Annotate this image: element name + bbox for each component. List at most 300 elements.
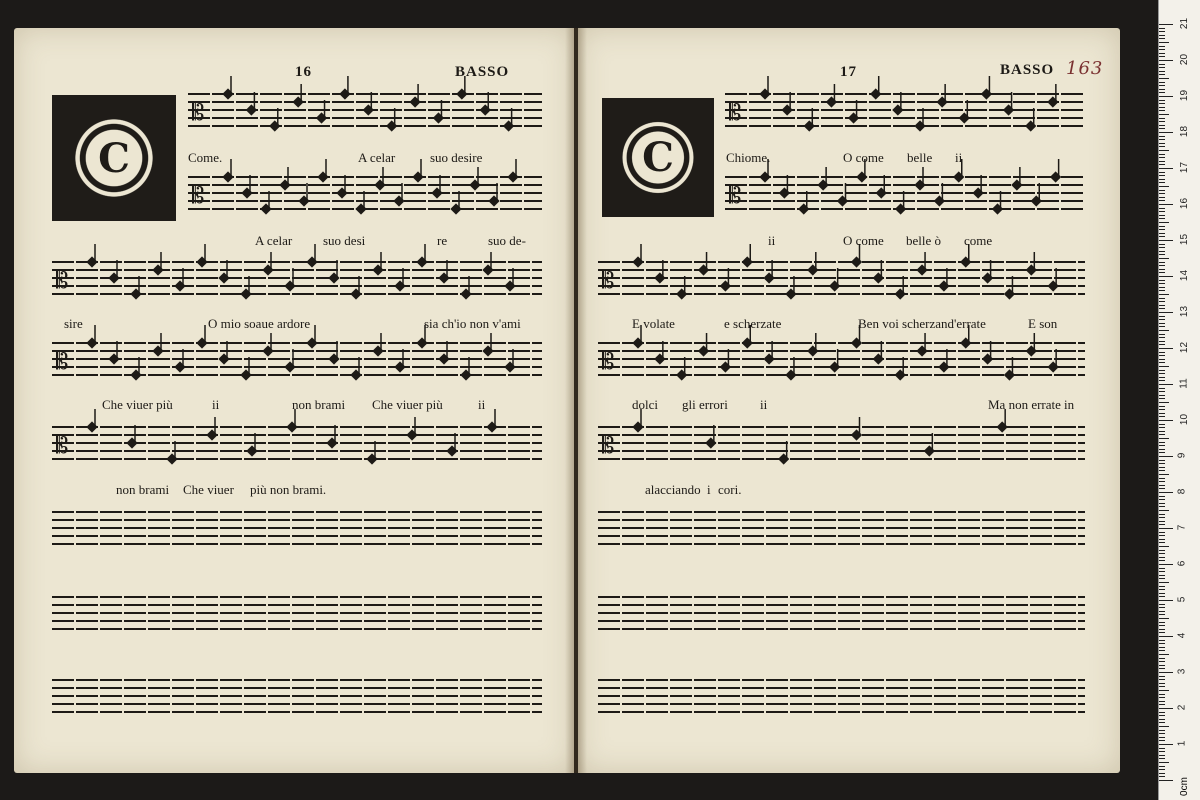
left-staff-4-note	[174, 361, 185, 372]
ruler-tick	[1159, 586, 1165, 587]
right-lyric-line-3: E son	[1028, 316, 1058, 331]
ruler-tick	[1159, 226, 1165, 227]
ruler-tick	[1159, 607, 1165, 608]
right-lyric-line-3: E volate	[632, 316, 675, 331]
ruler-tick	[1159, 157, 1165, 158]
ruler-tick	[1159, 388, 1165, 389]
ruler-tick	[1159, 510, 1169, 511]
left-lyric-line-4: non brami	[292, 397, 346, 412]
ruler-tick	[1159, 312, 1173, 313]
right-staff-4-note	[916, 345, 927, 356]
left-staff-3-note	[372, 264, 383, 275]
right-staff-1-note	[848, 112, 859, 123]
ruler-tick	[1159, 161, 1165, 162]
ruler-label: 4	[1176, 632, 1188, 639]
ruler-tick	[1159, 308, 1165, 309]
ruler-tick	[1159, 575, 1165, 576]
ruler-tick	[1159, 334, 1165, 335]
ruler-tick	[1159, 535, 1165, 536]
left-staff-2-note	[317, 171, 328, 182]
left-lyric-line-1: suo desire	[430, 150, 483, 165]
left-staff-2-note	[412, 171, 423, 182]
measurement-ruler	[1158, 0, 1200, 800]
ruler-tick	[1159, 589, 1165, 590]
right-lyric-line-1: O come	[843, 150, 884, 165]
left-staff-4-note	[218, 353, 229, 364]
ruler-tick	[1159, 391, 1165, 392]
left-staff-4-note	[504, 361, 515, 372]
ruler-tick	[1159, 154, 1165, 155]
right-staff-2-note	[876, 187, 887, 198]
ruler-tick	[1159, 78, 1169, 79]
ruler-tick	[1159, 247, 1165, 248]
ruler-label: 15	[1179, 233, 1191, 246]
left-staff-2-note	[450, 203, 461, 214]
ruler-tick	[1159, 737, 1165, 738]
ruler-tick	[1159, 24, 1173, 25]
ruler-tick	[1159, 420, 1173, 421]
left-staff-5-note	[86, 421, 97, 432]
left-voice-label: BASSO	[455, 64, 510, 80]
ruler-label: 2	[1176, 704, 1188, 711]
ruler-tick	[1159, 496, 1165, 497]
ruler-label: 3	[1176, 668, 1188, 675]
left-staff-3-note	[438, 272, 449, 283]
right-staff-1-clef: 𝄡	[729, 101, 742, 126]
ruler-tick	[1159, 204, 1173, 205]
left-lyric-line-4: Che viuer più	[102, 397, 173, 412]
ruler-tick	[1159, 316, 1165, 317]
ruler-tick	[1159, 658, 1165, 659]
ruler-tick	[1159, 229, 1165, 230]
ruler-tick	[1159, 186, 1169, 187]
left-lyric-line-5: non brami	[116, 482, 170, 497]
ruler-tick	[1159, 758, 1165, 759]
ruler-tick	[1159, 46, 1165, 47]
ruler-tick	[1159, 744, 1173, 745]
ruler-tick	[1159, 463, 1165, 464]
left-staff-2-note	[393, 195, 404, 206]
right-staff-4-note	[1004, 369, 1015, 380]
left-staff-3-note	[240, 288, 251, 299]
folio-mark: 163	[1066, 58, 1104, 79]
left-staff-2-note	[279, 179, 290, 190]
left-staff-5-note	[206, 429, 217, 440]
left-staff-4-note	[306, 337, 317, 348]
left-staff-3-note	[108, 272, 119, 283]
ruler-tick	[1159, 290, 1165, 291]
right-staff-2-note	[895, 203, 906, 214]
ruler-label: 6	[1176, 560, 1188, 567]
ruler-tick	[1159, 560, 1165, 561]
right-staff-4-note	[720, 361, 731, 372]
left-lyric-line-3: sia ch'io non v'ami	[424, 316, 521, 331]
ruler-tick	[1159, 524, 1165, 525]
right-staff-3-note	[1004, 288, 1015, 299]
right-staff-5-note	[851, 429, 862, 440]
ruler-tick	[1159, 395, 1165, 396]
right-staff-1-note	[826, 96, 837, 107]
right-staff-3-note	[654, 272, 665, 283]
ruler-tick	[1159, 362, 1165, 363]
ruler-tick	[1159, 240, 1173, 241]
ruler-tick	[1159, 640, 1165, 641]
ruler-tick	[1159, 413, 1165, 414]
right-lyric-line-4: gli errori	[682, 397, 728, 412]
left-staff-2-note	[469, 179, 480, 190]
ruler-label: 17	[1179, 161, 1191, 174]
ruler-tick	[1159, 337, 1165, 338]
ruler-tick	[1159, 258, 1169, 259]
right-lyric-line-1: ii	[955, 150, 963, 165]
right-staff-2-note	[856, 171, 867, 182]
right-staff-3-note	[982, 272, 993, 283]
left-staff-3-note	[416, 256, 427, 267]
ruler-unit: 0cm	[1178, 777, 1190, 796]
right-staff-3-note	[895, 288, 906, 299]
left-lyric-line-3: sire	[64, 316, 83, 331]
ruler-tick	[1159, 578, 1165, 579]
ruler-tick	[1159, 262, 1165, 263]
ruler-tick	[1159, 164, 1165, 165]
ruler-label: 20	[1179, 53, 1191, 66]
ruler-tick	[1159, 582, 1169, 583]
ruler-tick	[1159, 42, 1169, 43]
ruler-tick	[1159, 172, 1165, 173]
left-staff-3-note	[460, 288, 471, 299]
ruler-tick	[1159, 488, 1165, 489]
ruler-tick	[1159, 553, 1165, 554]
left-staff-2-note	[336, 187, 347, 198]
right-lyric-line-2: O come	[843, 233, 884, 248]
right-initial-letter: C	[612, 108, 705, 207]
ruler-tick	[1159, 330, 1169, 331]
ruler-label: 19	[1179, 89, 1191, 102]
left-staff-2-note	[260, 203, 271, 214]
ruler-tick	[1159, 352, 1165, 353]
left-staff-5-note	[446, 445, 457, 456]
right-staff-4-note	[982, 353, 993, 364]
ruler-tick	[1159, 254, 1165, 255]
ruler-tick	[1159, 28, 1165, 29]
right-lyric-line-4: in	[1064, 397, 1075, 412]
ruler-label: 10	[1179, 413, 1191, 426]
left-lyric-line-4: ii	[212, 397, 220, 412]
right-staff-1-note	[804, 120, 815, 131]
left-lyric-line-2: A celar	[255, 233, 293, 248]
ruler-tick	[1159, 370, 1165, 371]
ruler-tick	[1159, 233, 1165, 234]
left-staff-3-note	[86, 256, 97, 267]
ruler-tick	[1159, 539, 1165, 540]
ruler-tick	[1159, 269, 1165, 270]
ruler-tick	[1159, 215, 1165, 216]
ruler-tick	[1159, 377, 1165, 378]
ruler-tick	[1159, 460, 1165, 461]
right-staff-3-note	[807, 264, 818, 275]
right-staff-1-note	[1047, 96, 1058, 107]
left-staff-1-note	[409, 96, 420, 107]
right-staff-1-note	[981, 88, 992, 99]
right-staff-4-note	[742, 337, 753, 348]
ruler-tick	[1159, 492, 1173, 493]
ruler-tick	[1159, 661, 1165, 662]
right-staff-5-note	[778, 453, 789, 464]
ruler-tick	[1159, 503, 1165, 504]
left-staff-3-clef: 𝄡	[56, 269, 69, 294]
right-staff-1-note	[759, 88, 770, 99]
ruler-tick	[1159, 751, 1165, 752]
ruler-tick	[1159, 265, 1165, 266]
left-staff-3-note	[328, 272, 339, 283]
ruler-tick	[1159, 704, 1165, 705]
ruler-label: 9	[1176, 452, 1188, 459]
left-staff-2-note	[431, 187, 442, 198]
ruler-tick	[1159, 107, 1165, 108]
left-page-number: 16	[295, 64, 312, 80]
ruler-tick	[1159, 431, 1165, 432]
right-page-number: 17	[840, 64, 857, 80]
ruler-tick	[1159, 305, 1165, 306]
right-lyric-line-5: i	[707, 482, 711, 497]
ruler-tick	[1159, 726, 1169, 727]
ruler-label: 12	[1179, 341, 1191, 354]
ruler-tick	[1159, 470, 1165, 471]
right-staff-3-note	[873, 272, 884, 283]
ruler-tick	[1159, 218, 1165, 219]
ruler-label: 5	[1176, 596, 1188, 603]
left-staff-3-note	[130, 288, 141, 299]
ruler-tick	[1159, 780, 1173, 781]
right-staff-5-clef: 𝄡	[602, 434, 615, 459]
ruler-tick	[1159, 272, 1165, 273]
ruler-label: 8	[1176, 488, 1188, 495]
ruler-tick	[1159, 474, 1169, 475]
left-staff-1-note	[386, 120, 397, 131]
ruler-tick	[1159, 611, 1165, 612]
right-staff-2-note	[914, 179, 925, 190]
right-staff-3-note	[676, 288, 687, 299]
ruler-tick	[1159, 708, 1173, 709]
left-staff-3-note	[504, 280, 515, 291]
ruler-tick	[1159, 125, 1165, 126]
ruler-label: 7	[1176, 524, 1188, 531]
ruler-tick	[1159, 301, 1165, 302]
ruler-label: 13	[1179, 305, 1191, 318]
left-staff-1-note	[292, 96, 303, 107]
ruler-tick	[1159, 398, 1165, 399]
left-staff-1-note	[456, 88, 467, 99]
right-staff-4-note	[851, 337, 862, 348]
ruler-tick	[1159, 694, 1165, 695]
ruler-tick	[1159, 31, 1165, 32]
ruler-tick	[1159, 438, 1169, 439]
ruler-tick	[1159, 618, 1169, 619]
right-staff-1-note	[936, 96, 947, 107]
left-staff-1-note	[433, 112, 444, 123]
left-staff-3-note	[284, 280, 295, 291]
ruler-tick	[1159, 244, 1165, 245]
left-staff-2-note	[374, 179, 385, 190]
left-staff-4-note	[130, 369, 141, 380]
right-staff-3-note	[916, 264, 927, 275]
left-staff-2-note	[488, 195, 499, 206]
left-staff-1-note	[363, 104, 374, 115]
right-staff-2-note	[1031, 195, 1042, 206]
ruler-tick	[1159, 200, 1165, 201]
ruler-tick	[1159, 287, 1165, 288]
right-lyric-line-5: alacciando	[645, 482, 701, 497]
right-staff-1-note	[892, 104, 903, 115]
right-staff-2-note	[1050, 171, 1061, 182]
left-staff-1-note	[222, 88, 233, 99]
right-staff-3-note	[742, 256, 753, 267]
ruler-tick	[1159, 82, 1165, 83]
left-staff-2-note	[222, 171, 233, 182]
ruler-tick	[1159, 521, 1165, 522]
left-staff-5-note	[326, 437, 337, 448]
right-staff-3-note	[960, 256, 971, 267]
ruler-tick	[1159, 168, 1173, 169]
right-staff-1-note	[870, 88, 881, 99]
right-staff-4-note	[938, 361, 949, 372]
left-staff-4-clef: 𝄡	[56, 350, 69, 375]
left-staff-2-note	[241, 187, 252, 198]
left-staff-1-clef: 𝄡	[192, 101, 205, 126]
ruler-tick	[1159, 38, 1165, 39]
left-staff-5-note	[406, 429, 417, 440]
ruler-tick	[1159, 769, 1165, 770]
right-staff-3-note	[698, 264, 709, 275]
ruler-tick	[1159, 283, 1165, 284]
ruler-label: 14	[1179, 269, 1191, 282]
right-staff-5-note	[924, 445, 935, 456]
ruler-tick	[1159, 384, 1173, 385]
left-staff-1-note	[503, 120, 514, 131]
right-staff-3-note	[938, 280, 949, 291]
left-staff-3-note	[218, 272, 229, 283]
right-staff-2-note	[837, 195, 848, 206]
ruler-tick	[1159, 56, 1165, 57]
left-staff-4-note	[416, 337, 427, 348]
ruler-tick	[1159, 722, 1165, 723]
ruler-tick	[1159, 132, 1173, 133]
ruler-tick	[1159, 136, 1165, 137]
ruler-tick	[1159, 654, 1169, 655]
right-staff-4-note	[960, 337, 971, 348]
ruler-tick	[1159, 456, 1173, 457]
ruler-tick	[1159, 49, 1165, 50]
right-staff-1-note	[781, 104, 792, 115]
ruler-tick	[1159, 643, 1165, 644]
right-lyric-line-4: dolci	[632, 397, 658, 412]
ruler-tick	[1159, 427, 1165, 428]
ruler-tick	[1159, 193, 1165, 194]
left-staff-4-note	[438, 353, 449, 364]
right-staff-4-note	[1026, 345, 1037, 356]
ruler-tick	[1159, 600, 1173, 601]
ruler-tick	[1159, 557, 1165, 558]
ruler-tick	[1159, 740, 1165, 741]
ruler-tick	[1159, 452, 1165, 453]
ruler-tick	[1159, 276, 1173, 277]
ruler-tick	[1159, 528, 1173, 529]
ruler-tick	[1159, 668, 1165, 669]
ruler-tick	[1159, 182, 1165, 183]
ruler-tick	[1159, 697, 1165, 698]
ruler-tick	[1159, 348, 1173, 349]
right-staff-5-note	[997, 421, 1008, 432]
left-staff-5-note	[486, 421, 497, 432]
right-staff-4-note	[1047, 361, 1058, 372]
ruler-tick	[1159, 175, 1165, 176]
left-staff-4-note	[86, 337, 97, 348]
right-lyric-line-2: come	[964, 233, 993, 248]
ruler-tick	[1159, 434, 1165, 435]
left-lyric-line-2: re	[437, 233, 448, 248]
ruler-label: 1	[1176, 740, 1188, 747]
left-staff-4-note	[152, 345, 163, 356]
right-lyric-line-2: ii	[768, 233, 776, 248]
left-staff-3-note	[262, 264, 273, 275]
left-lyric-line-4: Che viuer più	[372, 397, 443, 412]
ruler-tick	[1159, 323, 1165, 324]
ruler-tick	[1159, 146, 1165, 147]
ruler-tick	[1159, 143, 1165, 144]
left-staff-5-note	[166, 453, 177, 464]
ruler-tick	[1159, 442, 1165, 443]
right-staff-3-note	[851, 256, 862, 267]
ruler-tick	[1159, 74, 1165, 75]
ruler-tick	[1159, 755, 1165, 756]
ruler-tick	[1159, 359, 1165, 360]
ruler-tick	[1159, 701, 1165, 702]
right-staff-4-note	[807, 345, 818, 356]
left-staff-4-note	[196, 337, 207, 348]
right-staff-2-note	[817, 179, 828, 190]
left-staff-5-note	[286, 421, 297, 432]
left-staff-1-note	[269, 120, 280, 131]
right-staff-2-clef: 𝄡	[729, 184, 742, 209]
ruler-tick	[1159, 542, 1165, 543]
right-staff-3-note	[829, 280, 840, 291]
left-staff-1-note	[339, 88, 350, 99]
right-staff-2-note	[779, 187, 790, 198]
left-staff-4-note	[460, 369, 471, 380]
left-staff-4-note	[372, 345, 383, 356]
ruler-tick	[1159, 773, 1165, 774]
ruler-tick	[1159, 211, 1165, 212]
ruler-tick	[1159, 60, 1173, 61]
left-staff-2-note	[355, 203, 366, 214]
left-staff-5-note	[366, 453, 377, 464]
ruler-tick	[1159, 546, 1169, 547]
ruler-tick	[1159, 625, 1165, 626]
ruler-tick	[1159, 776, 1165, 777]
left-staff-4-note	[482, 345, 493, 356]
right-staff-4-note	[698, 345, 709, 356]
ruler-tick	[1159, 424, 1165, 425]
left-staff-4-note	[328, 353, 339, 364]
right-staff-1-note	[959, 112, 970, 123]
ruler-tick	[1159, 679, 1165, 680]
left-initial-letter: C	[62, 106, 165, 211]
right-staff-2-note	[934, 195, 945, 206]
left-lyric-line-1: A celar	[358, 150, 396, 165]
ruler-tick	[1159, 319, 1165, 320]
ruler-tick	[1159, 604, 1165, 605]
left-staff-1-note	[316, 112, 327, 123]
